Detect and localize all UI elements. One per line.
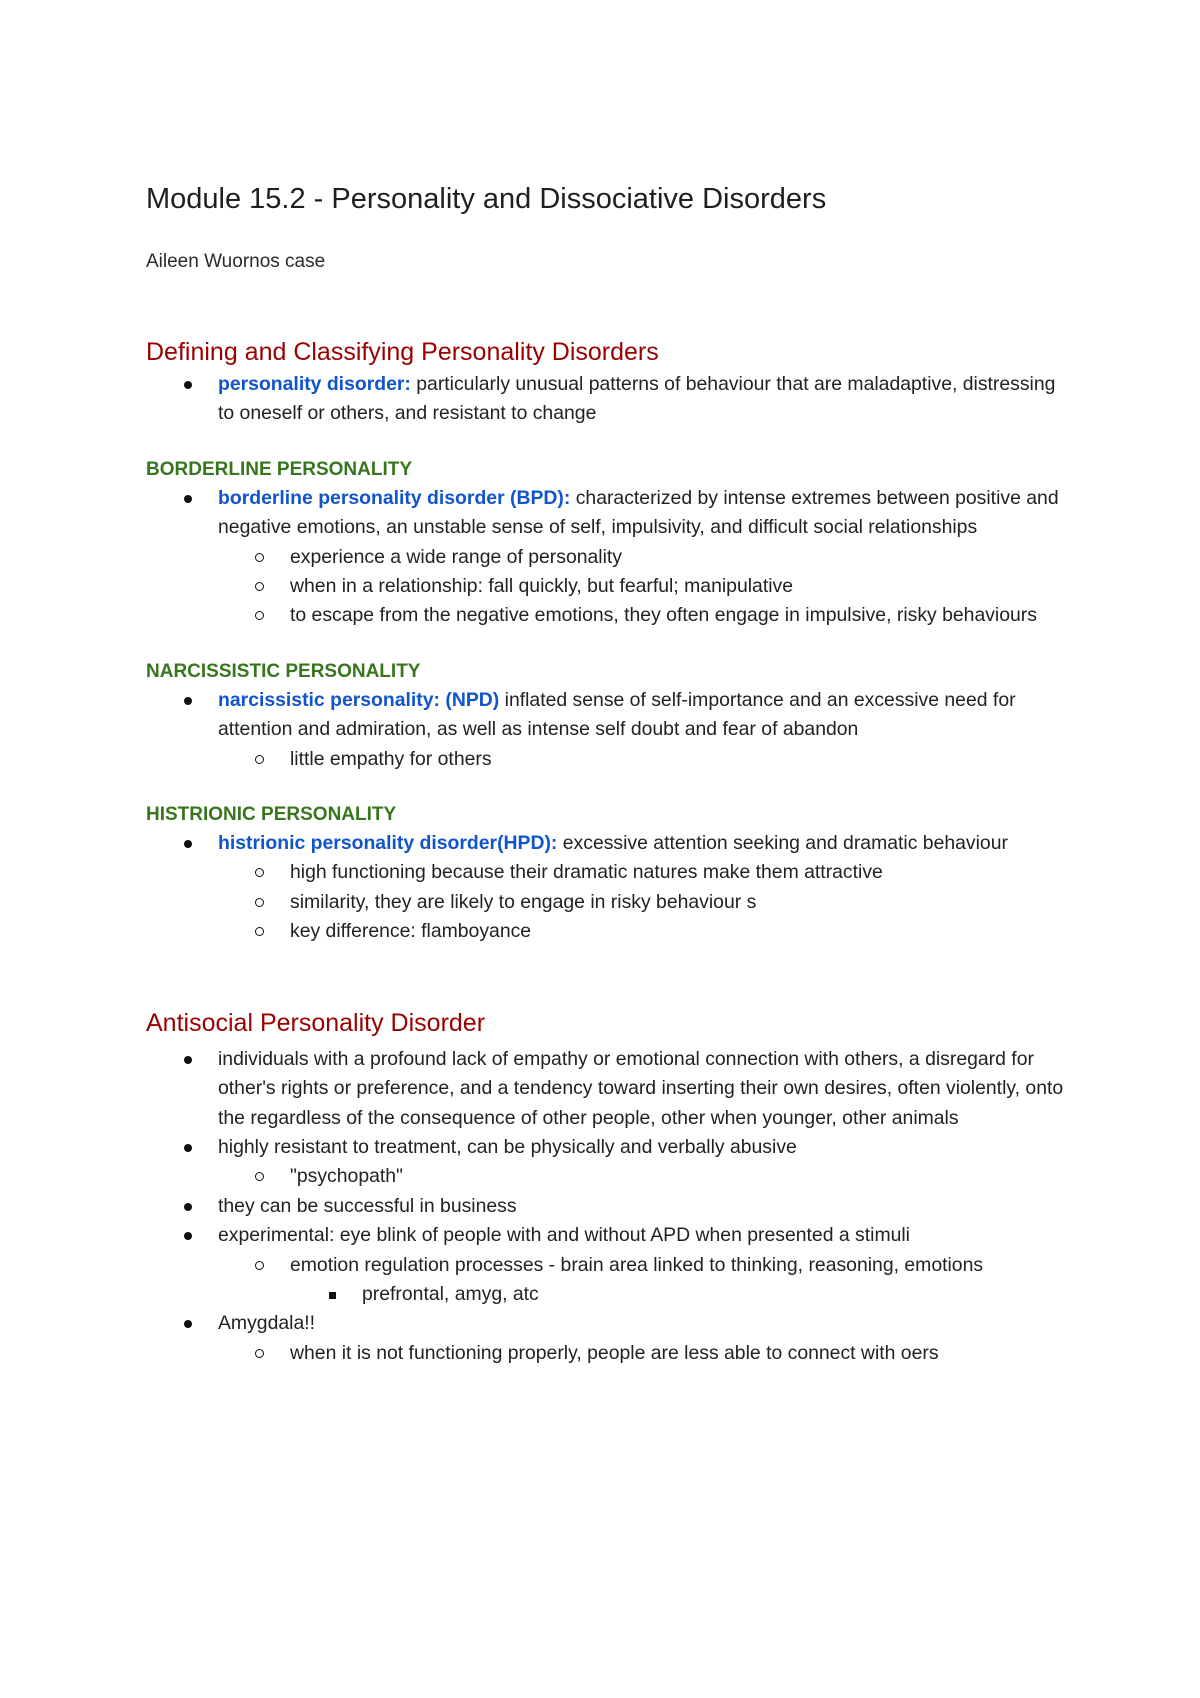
definition-text: characterized by intense extremes between positive and negative emotions, an unstable sense of self, impulsivity, and difficult social relationships	[218, 486, 1059, 539]
list-item	[146, 370, 1076, 429]
section-heading-antisocial: Antisocial Personality Disorder	[146, 1008, 486, 1037]
histrionic-list	[146, 829, 1076, 947]
antisocial-sublist	[218, 1162, 1076, 1191]
narcissistic-list	[146, 686, 1076, 774]
sub-list-item: experience a wide range of personality	[218, 543, 1076, 572]
nested-list-wrapper	[146, 543, 1076, 631]
nested-list-wrapper	[146, 1162, 1076, 1191]
defining-list	[146, 370, 1076, 429]
definition-text: particularly unusual patterns of behaviour that are maladaptive, distressing to oneself or others, and resistant to change	[218, 373, 1056, 425]
nested-list-wrapper	[146, 1251, 1076, 1310]
borderline-list	[146, 484, 1076, 631]
sub-list-item: when in a relationship: fall quickly, but fearful; manipulative	[218, 572, 1076, 601]
sub-sub-list-item: prefrontal, amyg, atc	[290, 1280, 1076, 1309]
definition-text: excessive attention seeking and dramatic behaviour	[557, 832, 1008, 855]
nested-list-wrapper	[218, 1280, 1076, 1309]
antisocial-sublist	[218, 1251, 1076, 1310]
antisocial-list	[146, 1045, 1076, 1368]
list-item	[146, 829, 1076, 858]
sub-list-item: when it is not functioning properly, people are less able to connect with oers	[218, 1339, 1076, 1368]
sub-list-item: key difference: flamboyance	[218, 917, 1076, 946]
list-item: individuals with a profound lack of empathy or emotional connection with others, a disregard for other's rights or preference, and a tendency toward inserting their own desires, often violently, onto the regardless of the consequence of other people, other when younger, other animals	[146, 1045, 1076, 1133]
list-item: highly resistant to treatment, can be physically and verbally abusive	[146, 1133, 1076, 1162]
list-item	[146, 686, 1076, 745]
nested-list-wrapper	[146, 858, 1076, 946]
definition-text: inflated sense of self-importance and an excessive need for attention and admiration, as well as intense self doubt and fear of abandon	[218, 688, 1016, 741]
sub-list-item: little empathy for others	[218, 745, 1076, 774]
section-heading-defining: Defining and Classifying Personality Disorders	[146, 338, 659, 366]
list-item: they can be successful in business	[146, 1192, 1076, 1221]
sub-list-item: emotion regulation processes - brain area linked to thinking, reasoning, emotions	[218, 1251, 1076, 1280]
histrionic-sublist	[218, 858, 1076, 946]
list-item: experimental: eye blink of people with and without APD when presented a stimuli	[146, 1221, 1076, 1250]
nested-list-wrapper	[146, 745, 1076, 774]
antisocial-sublist	[218, 1339, 1076, 1368]
term-label: personality disorder:	[218, 373, 411, 395]
sub-list-item: similarity, they are likely to engage in risky behaviour s	[218, 888, 1076, 917]
borderline-sublist	[218, 543, 1076, 631]
term-label: histrionic personality disorder(HPD):	[218, 832, 558, 855]
sub-list-item: high functioning because their dramatic natures make them attractive	[218, 858, 1076, 887]
nested-list-wrapper	[146, 1339, 1076, 1368]
term-label: narcissistic personality: (NPD)	[218, 688, 500, 711]
document-body	[146, 178, 1076, 1368]
subheading-histrionic: HISTRIONIC PERSONALITY	[146, 804, 397, 826]
narcissistic-sublist	[218, 745, 1076, 774]
list-item: Amygdala!!	[146, 1309, 1076, 1338]
subheading-narcissistic: NARCISSISTIC PERSONALITY	[146, 660, 421, 682]
term-label: borderline personality disorder (BPD):	[218, 486, 571, 509]
list-item	[146, 484, 1076, 543]
sub-list-item: "psychopath"	[218, 1162, 1076, 1191]
antisocial-subsublist	[290, 1280, 1076, 1309]
sub-list-item: to escape from the negative emotions, they often engage in impulsive, risky behaviours	[218, 601, 1076, 630]
document-title: Module 15.2 - Personality and Dissociative Disorders	[146, 183, 827, 215]
case-subtitle: Aileen Wuornos case	[146, 251, 326, 272]
subheading-borderline: BORDERLINE PERSONALITY	[146, 458, 413, 480]
